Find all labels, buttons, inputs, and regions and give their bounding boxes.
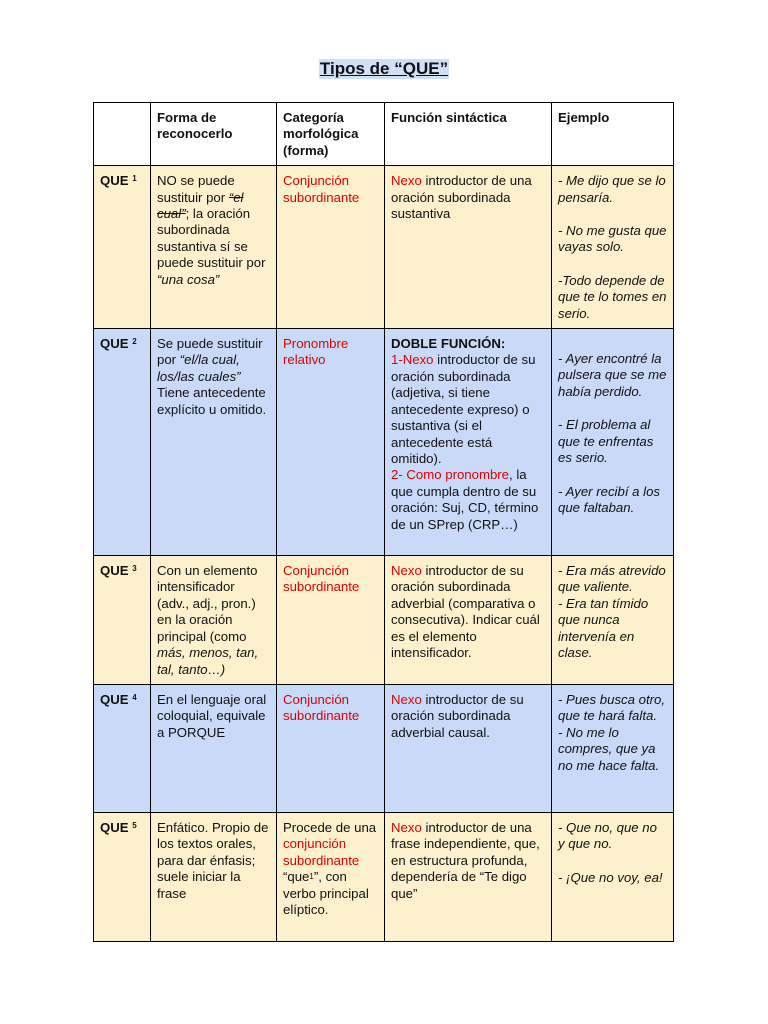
row-label: QUE $^1$: [94, 166, 151, 329]
table-row: [94, 685, 674, 813]
cell-forma: En el lenguaje oral coloquial, equivale a PORQUE: [151, 685, 277, 813]
title-wrap: [0, 59, 768, 79]
cell-forma: Enfático. Propio de los textos orales, para dar énfasis; suele iniciar la frase: [151, 813, 277, 942]
cell-funcion: DOBLE FUNCIÓN: 1-Nexo introductor de su oración subordinada (adjetiva, si tiene antecedente expreso) o sustantiva (si el antecedente está omitido). 2- Como pronombre, la que cumpla dentro de su oración: Suj, CD, término de un SPrep (CRP…): [385, 329, 552, 556]
header-ejemplo: Ejemplo: [552, 103, 674, 166]
cell-categoria: Conjunción subordinante: [277, 166, 385, 329]
que-types-table: [93, 102, 674, 942]
cell-ejemplo: - Ayer encontré la pulsera que se me había perdido. - El problema al que te enfrentas es serio. - Ayer recibí a los que faltaban.: [552, 329, 674, 556]
table-row: [94, 556, 674, 685]
page-title: Tipos de “QUE”: [319, 59, 449, 78]
cell-categoria: Conjunción subordinante: [277, 556, 385, 685]
table-row: [94, 813, 674, 942]
cell-ejemplo: - Me dijo que se lo pensaría. - No me gusta que vayas solo. -Todo depende de que te lo tomes en serio.: [552, 166, 674, 329]
cell-ejemplo: - Pues busca otro, que te hará falta. - No me lo compres, que ya no me hace falta.: [552, 685, 674, 813]
row-label: QUE $^5$: [94, 813, 151, 942]
table-row: [94, 329, 674, 556]
cell-funcion: Nexo introductor de su oración subordinada adverbial (comparativa o consecutiva). Indicar cuál es el elemento intensificador.: [385, 556, 552, 685]
header-forma: Forma de reconocerlo: [151, 103, 277, 166]
header-empty: [94, 103, 151, 166]
cell-ejemplo: - Que no, que no y que no. - ¡Que no voy, ea!: [552, 813, 674, 942]
table-row: [94, 166, 674, 329]
cell-forma: NO se puede sustituir por “el cual”; la oración subordinada sustantiva sí se puede sustituir por “una cosa”: [151, 166, 277, 329]
cell-forma: Se puede sustituir por “el/la cual, los/las cuales” Tiene antecedente explícito u omitido.: [151, 329, 277, 556]
cell-categoria: Conjunción subordinante: [277, 685, 385, 813]
cell-funcion: Nexo introductor de una oración subordinada sustantiva: [385, 166, 552, 329]
row-label: QUE $^3$: [94, 556, 151, 685]
header-funcion: Función sintáctica: [385, 103, 552, 166]
header-categoria: Categoría morfológica (forma): [277, 103, 385, 166]
cell-funcion: Nexo introductor de su oración subordinada adverbial causal.: [385, 685, 552, 813]
cell-categoria: Procede de una conjunción subordinante “que$^1$”, con verbo principal elíptico.: [277, 813, 385, 942]
header-row: [94, 103, 674, 166]
cell-ejemplo: - Era más atrevido que valiente. - Era tan tímido que nunca intervenía en clase.: [552, 556, 674, 685]
cell-forma: Con un elemento intensificador (adv., adj., pron.) en la oración principal (como más, menos, tan, tal, tanto…): [151, 556, 277, 685]
cell-funcion: Nexo introductor de una frase independiente, que, en estructura profunda, dependería de “Te digo que”: [385, 813, 552, 942]
row-label: QUE $^4$: [94, 685, 151, 813]
row-label: QUE $^2$: [94, 329, 151, 556]
cell-categoria: Pronombre relativo: [277, 329, 385, 556]
